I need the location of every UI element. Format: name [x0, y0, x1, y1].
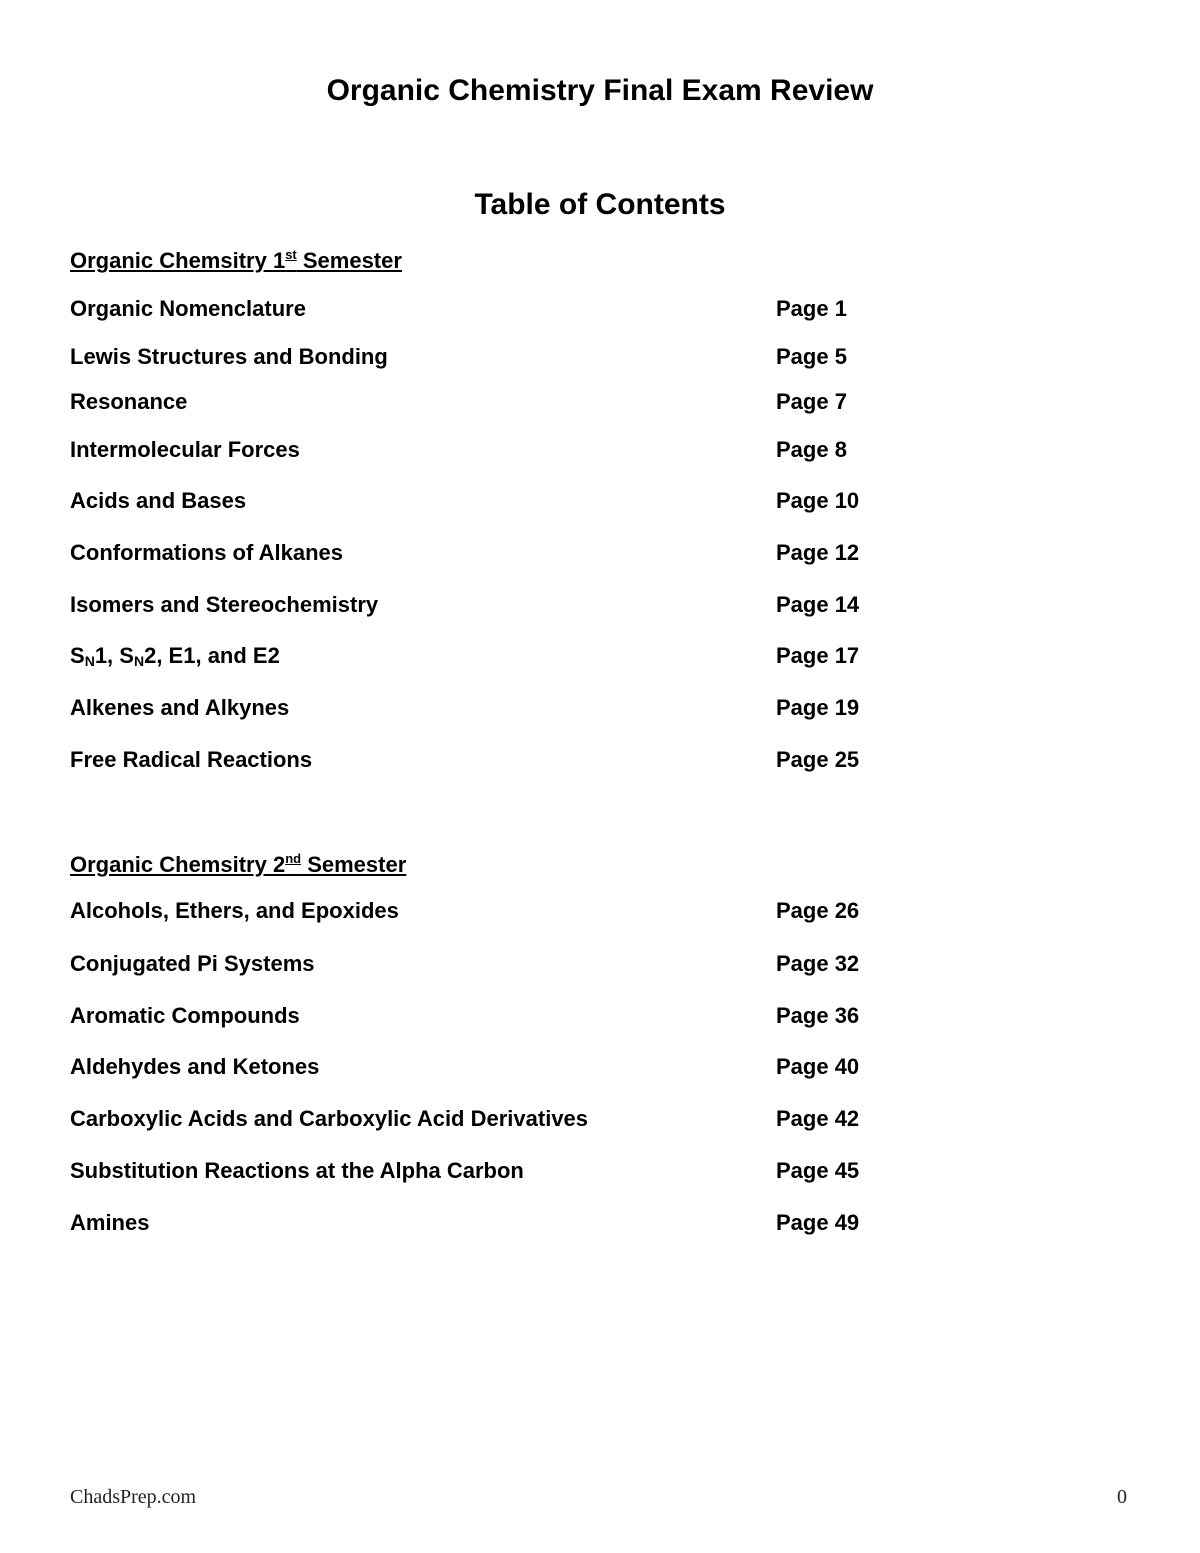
toc-topic: Carboxylic Acids and Carboxylic Acid Derivatives — [70, 1106, 589, 1131]
section-heading-ordinal: nd — [285, 851, 302, 866]
document-title: Organic Chemistry Final Exam Review — [326, 74, 874, 107]
toc-topic: Lewis Structures and Bonding — [70, 344, 388, 369]
toc-page: Page 1 — [776, 296, 847, 321]
toc-page: Page 49 — [776, 1210, 860, 1235]
toc-row — [70, 1054, 950, 1084]
footer-source: ChadsPrep.com — [70, 1486, 197, 1508]
toc-topic: Alcohols, Ethers, and Epoxides — [70, 898, 399, 923]
toc-page: Page 5 — [776, 344, 847, 369]
toc-title: Table of Contents — [474, 188, 726, 221]
toc-topic: Acids and Bases — [70, 488, 247, 513]
toc-topic: Intermolecular Forces — [70, 437, 300, 462]
toc-row — [70, 643, 950, 673]
toc-topic-reactions: $S_N1$, $S_N2$, E1, and E2 — [70, 643, 280, 669]
toc-page: Page 8 — [776, 437, 847, 462]
toc-page: Page 26 — [776, 898, 860, 923]
toc-page: Page 12 — [776, 540, 860, 565]
toc-page: Page 36 — [776, 1003, 860, 1028]
toc-topic: Conjugated Pi Systems — [70, 951, 315, 976]
toc-page: Page 19 — [776, 695, 860, 720]
toc-row — [70, 951, 950, 981]
toc-topic: Amines — [70, 1210, 150, 1235]
toc-row — [70, 344, 950, 374]
toc-row — [70, 898, 950, 928]
toc-row — [70, 540, 950, 570]
section-heading-semester-2 — [70, 851, 406, 878]
toc-page: Page 25 — [776, 747, 860, 772]
toc-topic: Organic Nomenclature — [70, 296, 306, 321]
toc-row — [70, 437, 950, 467]
toc-page: Page 17 — [776, 643, 860, 668]
section-heading-suffix: Semester — [296, 248, 402, 273]
toc-topic: Aromatic Compounds — [70, 1003, 300, 1028]
toc-row — [70, 1003, 950, 1033]
toc-page: Page 14 — [776, 592, 860, 617]
toc-row — [70, 389, 950, 419]
section-heading-semester-1 — [70, 247, 402, 274]
toc-row — [70, 592, 950, 622]
toc-topic: Free Radical Reactions — [70, 747, 313, 772]
section-heading-ordinal: st — [285, 247, 297, 262]
section-heading-prefix: Organic Chemsitry 2 — [70, 852, 286, 877]
toc-page: Page 40 — [776, 1054, 860, 1079]
toc-topic: Substitution Reactions at the Alpha Carbon — [70, 1158, 524, 1183]
toc-row — [70, 747, 950, 777]
toc-row — [70, 695, 950, 725]
toc-page: Page 10 — [776, 488, 860, 513]
toc-topic: Aldehydes and Ketones — [70, 1054, 320, 1079]
toc-page: Page 7 — [776, 389, 847, 414]
toc-row — [70, 1106, 950, 1136]
toc-row — [70, 1210, 950, 1240]
toc-topic: Alkenes and Alkynes — [70, 695, 290, 720]
toc-row — [70, 296, 950, 326]
toc-topic: Isomers and Stereochemistry — [70, 592, 379, 617]
toc-topic: Conformations of Alkanes — [70, 540, 343, 565]
section-heading-prefix: Organic Chemsitry 1 — [70, 248, 286, 273]
toc-row — [70, 488, 950, 518]
toc-page: Page 32 — [776, 951, 860, 976]
footer-page-number: 0 — [1117, 1486, 1127, 1508]
toc-topic: Resonance — [70, 389, 188, 414]
toc-row — [70, 1158, 950, 1188]
section-heading-suffix: Semester — [301, 852, 407, 877]
toc-page: Page 42 — [776, 1106, 860, 1131]
toc-page: Page 45 — [776, 1158, 860, 1183]
